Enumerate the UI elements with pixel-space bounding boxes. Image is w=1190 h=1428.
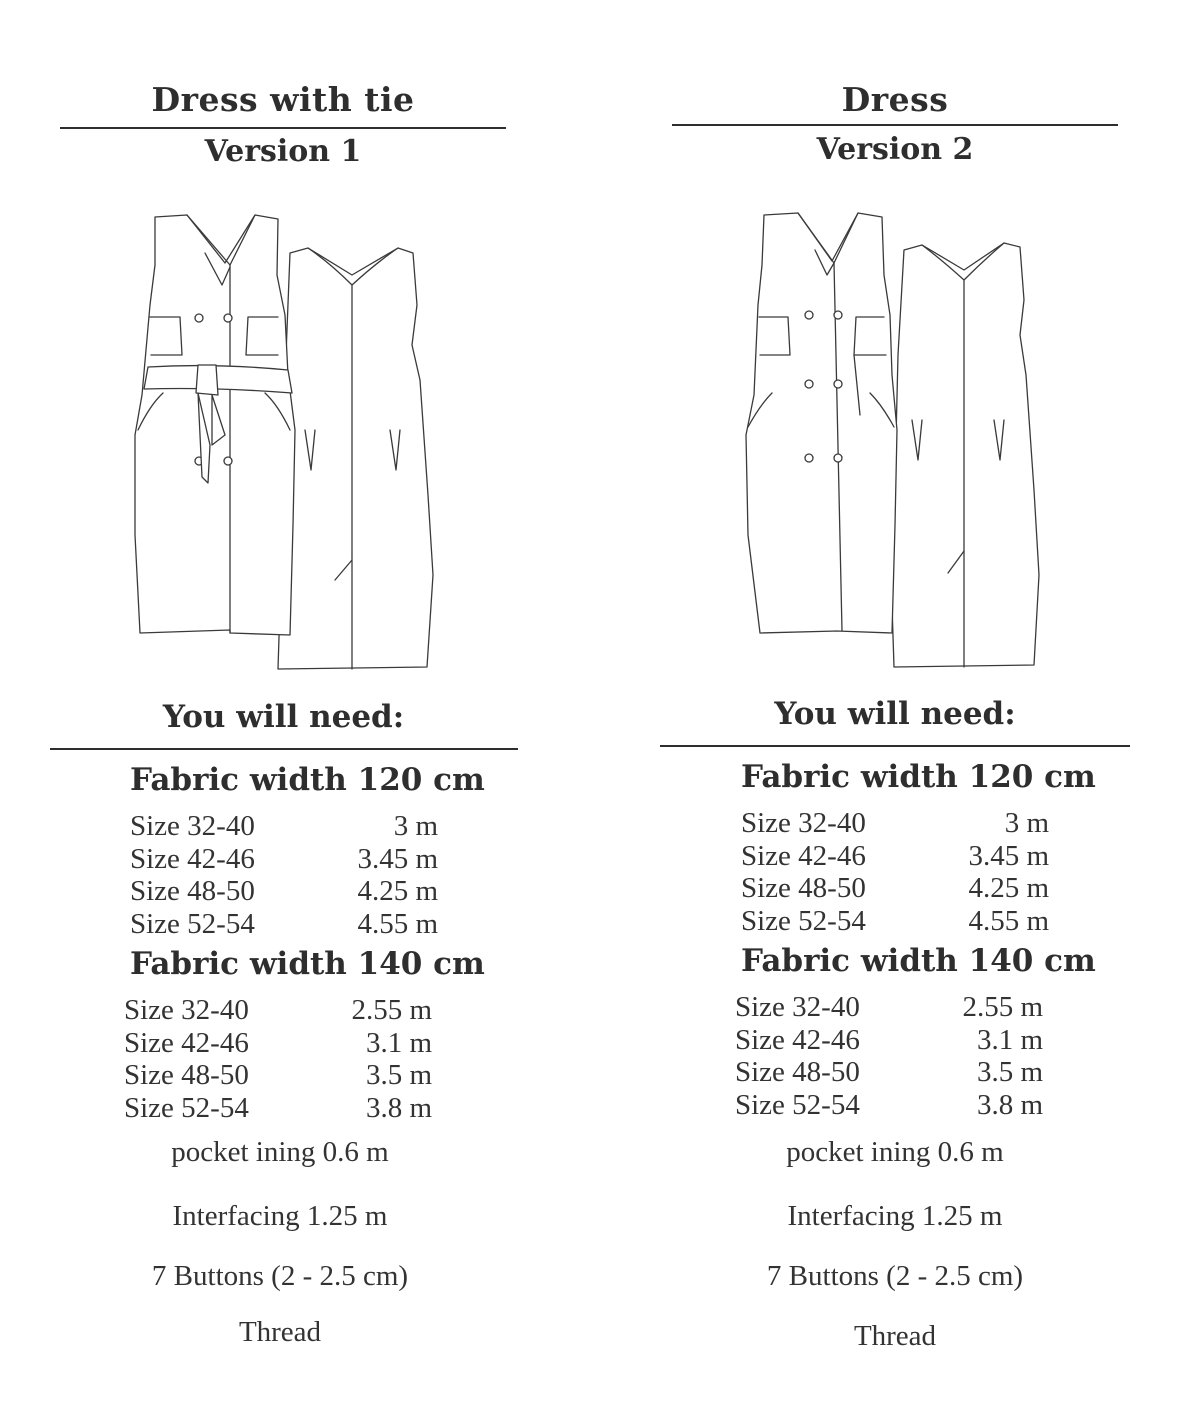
table-row: [130, 908, 438, 941]
size-label: Size 42-46: [124, 1026, 249, 1059]
size-label: Size 48-50: [741, 872, 866, 904]
back-dress-outline: [892, 243, 1039, 667]
title-divider: [672, 124, 1118, 126]
amount-value: 3 m: [393, 810, 438, 842]
button: [224, 457, 232, 465]
amount-value: 3.1 m: [365, 1026, 432, 1059]
fabric-140-table: [735, 991, 1043, 1121]
you-will-need-heading: You will need:: [162, 699, 405, 735]
buttons-text: 7 Buttons (2 - 2.5 cm): [766, 1260, 1024, 1292]
table-row: [741, 872, 1049, 905]
version-2-column: [610, 0, 1190, 1428]
table-row: [735, 991, 1043, 1024]
size-label: Size 52-54: [735, 1088, 860, 1121]
size-label: Size 52-54: [124, 1091, 249, 1124]
button: [805, 380, 813, 388]
interfacing-text: Interfacing 1.25 m: [787, 1200, 1003, 1232]
title-divider: [60, 127, 506, 129]
amount-value: 3.1 m: [976, 1023, 1043, 1056]
table-row: [735, 1024, 1043, 1057]
table-row: [735, 1056, 1043, 1089]
size-label: Size 48-50: [124, 1059, 249, 1091]
version-label: Version 1: [204, 134, 362, 169]
button: [834, 380, 842, 388]
table-row: [735, 1089, 1043, 1122]
amount-value: 4.55 m: [357, 907, 438, 940]
size-label: Size 52-54: [741, 904, 866, 937]
version-label: Version 2: [816, 132, 974, 167]
pocket-lining-text: pocket ining 0.6 m: [786, 1136, 1004, 1168]
thread-text: Thread: [238, 1316, 322, 1348]
table-row: [130, 810, 438, 843]
table-row: [741, 905, 1049, 938]
amount-value: 4.55 m: [968, 904, 1049, 937]
size-label: Size 32-40: [130, 810, 255, 842]
size-label: Size 42-46: [735, 1023, 860, 1056]
size-label: Size 42-46: [130, 842, 255, 875]
fabric-width-120-heading: Fabric width 120 cm: [130, 762, 485, 798]
button: [805, 311, 813, 319]
dress-title: Dress: [841, 80, 949, 119]
amount-value: 3 m: [1004, 807, 1049, 839]
table-row: [124, 1027, 432, 1060]
needs-divider: [50, 748, 518, 750]
table-row: [741, 807, 1049, 840]
amount-value: 3.8 m: [365, 1091, 432, 1124]
version-1-column: [0, 0, 570, 1428]
table-row: [130, 843, 438, 876]
amount-value: 4.25 m: [968, 872, 1049, 904]
table-row: [124, 1092, 432, 1125]
size-label: Size 48-50: [130, 875, 255, 907]
amount-value: 3.5 m: [365, 1059, 432, 1091]
dress-illustration: [742, 205, 1052, 675]
back-dress-outline: [278, 248, 433, 669]
size-label: Size 48-50: [735, 1056, 860, 1088]
amount-value: 4.25 m: [357, 875, 438, 907]
fabric-width-120-heading: Fabric width 120 cm: [741, 759, 1096, 795]
fabric-width-140-heading: Fabric width 140 cm: [130, 946, 485, 982]
table-row: [124, 994, 432, 1027]
amount-value: 3.5 m: [976, 1056, 1043, 1088]
size-label: Size 32-40: [735, 991, 860, 1023]
button: [224, 314, 232, 322]
amount-value: 3.8 m: [976, 1088, 1043, 1121]
buttons-text: 7 Buttons (2 - 2.5 cm): [151, 1260, 409, 1292]
size-label: Size 32-40: [124, 994, 249, 1026]
belt-knot: [196, 365, 218, 395]
fabric-140-table: [124, 994, 432, 1124]
pocket-lining-text: pocket ining 0.6 m: [171, 1136, 389, 1168]
size-label: Size 32-40: [741, 807, 866, 839]
needs-divider: [660, 745, 1130, 747]
amount-value: 2.55 m: [351, 994, 432, 1026]
size-label: Size 52-54: [130, 907, 255, 940]
table-row: [130, 875, 438, 908]
fabric-120-table: [130, 810, 438, 940]
dress-with-tie-illustration: [130, 205, 440, 675]
amount-value: 3.45 m: [968, 839, 1049, 872]
interfacing-text: Interfacing 1.25 m: [172, 1200, 388, 1232]
button: [834, 311, 842, 319]
thread-text: Thread: [853, 1320, 937, 1352]
amount-value: 3.45 m: [357, 842, 438, 875]
you-will-need-heading: You will need:: [774, 696, 1016, 732]
button: [834, 454, 842, 462]
size-label: Size 42-46: [741, 839, 866, 872]
fabric-120-table: [741, 807, 1049, 937]
front-dress-outline: [746, 213, 897, 633]
amount-value: 2.55 m: [962, 991, 1043, 1023]
table-row: [124, 1059, 432, 1092]
button: [805, 454, 813, 462]
dress-title: Dress with tie: [151, 80, 415, 119]
button: [195, 314, 203, 322]
fabric-width-140-heading: Fabric width 140 cm: [741, 943, 1096, 979]
table-row: [741, 840, 1049, 873]
